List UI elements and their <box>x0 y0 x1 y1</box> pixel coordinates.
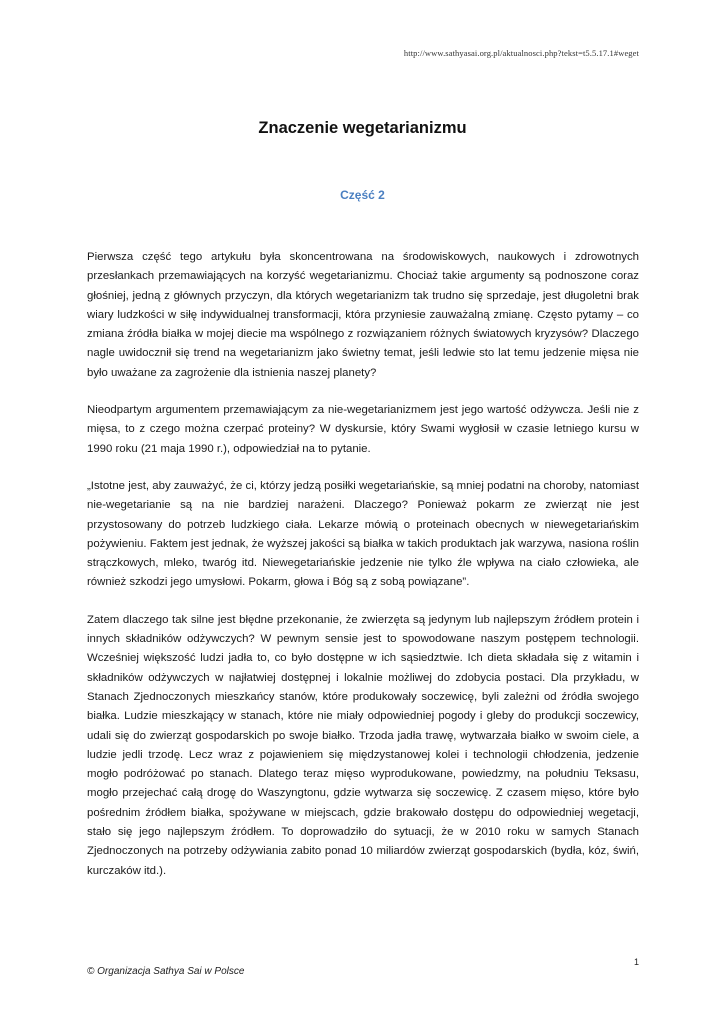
page-subtitle: Część 2 <box>340 188 385 202</box>
source-url: http://www.sathyasai.org.pl/aktualnosci.php?tekst=t5.5.17.1#weget <box>403 48 639 58</box>
footer-copyright: © Organizacja Sathya Sai w Polsce <box>87 966 245 977</box>
paragraph-1: Pierwsza część tego artykułu była skoncentrowana na środowiskowych, naukowych i zdrowotnych przesłankach przemawiających na korzyść wegetarianizmu. Chociaż takie argumenty są podnoszone coraz głośniej, jedną z głównych przyczyn, dla których wegetarianizm tak trudno się sprzedaje, jest długoletni brak wiary ludzkości w siłę indywidualnej transformacji, która przyniesie zauważalną zmianę. Często pytamy – co zmiana źródła białka w mojej diecie ma wspólnego z rozwiązaniem różnych światowych kryzysów? Dlaczego nagle uwidocznił się trend na wegetarianizm jako świetny temat, jeśli ledwie sto lat temu jedzenie mięsa nie było uważane za zagrożenie dla istnienia naszej planety? <box>87 251 639 379</box>
page-number: 1 <box>633 957 639 967</box>
paragraph-4: Zatem dlaczego tak silne jest błędne przekonanie, że zwierzęta są jedynym lub najlepszym źródłem protein i innych składników odżywczych? W pewnym sensie jest to spowodowane naszym postępem technologii. Wcześniej większość ludzi jadła to, co było dostępne w ich sąsiedztwie. Ich dieta składała się z witamin i składników odżywczych w najłatwiej dostępnej i lokalnie możliwej do zdobycia postaci. Dla przykładu, w Stanach Zjednoczonych mieszkańcy stanów, które produkowały soczewicę, byli zależni od źródła swojego białka. Ludzie mieszkający w stanach, które nie miały odpowiedniej pogody i gleby do produkcji soczewicy, udali się do zwierząt gospodarskich po swoje białko. Trzoda jadła trawę, wytwarzała białko w swoim ciele, a ludzie jedli trzodę. Lecz wraz z pojawieniem się międzystanowej kolei i technologii chłodzenia, jedzenie mogło podróżować po stanach. Dlatego teraz mięso wyprodukowane, powiedzmy, na południu Teksasu, mogło przejechać całą drogę do Waszyngtonu, gdzie wytwarza się soczewicę. Z czasem mięso, które było pośrednim źródłem białka, spożywane w miejscach, gdzie brakowało dostępu do odpowiedniej wegetacji, stało się jego najlepszym źródłem. To doprowadziło do sytuacji, że w 2010 roku w samych Stanach Zjednoczonych na potrzeby odżywiania zabito ponad 10 miliardów zwierząt gospodarskich (bydła, kóz, świń, kurczaków itd.). <box>87 613 639 877</box>
page-title: Znaczenie wegetarianizmu <box>258 119 467 137</box>
paragraph-2: Nieodpartym argumentem przemawiającym za nie-wegetarianizmem jest jego wartość odżywcza. Jeśli nie z mięsa, to z czego można czerpać proteiny? W dyskursie, który Swami wygłosił w czasie letniego kursu w 1990 roku (21 maja 1990 r.), odpowiedział na to pytanie. <box>87 404 639 455</box>
article-body <box>87 248 639 899</box>
paragraph-3-quote: „Istotne jest, aby zauważyć, że ci, którzy jedzą posiłki wegetariańskie, są mniej podatni na choroby, natomiast nie-wegetarianie są na nie bardziej narażeni. Dlaczego? Ponieważ pokarm ze zwierząt nie jest przystosowany do potrzeb ludzkiego ciała. Lekarze mówią o proteinach obecnych w niewegetariańskim pożywieniu. Faktem jest jednak, że wyższej jakości są białka w takich produktach jak warzywa, nasiona roślin strączkowych, mleko, twaróg itd. Niewegetariańskie jedzenie nie tylko źle wpływa na ciało człowieka, ale również szkodzi jego umysłowi. Pokarm, głowa i Bóg są z sobą powiązane”. <box>87 479 639 589</box>
